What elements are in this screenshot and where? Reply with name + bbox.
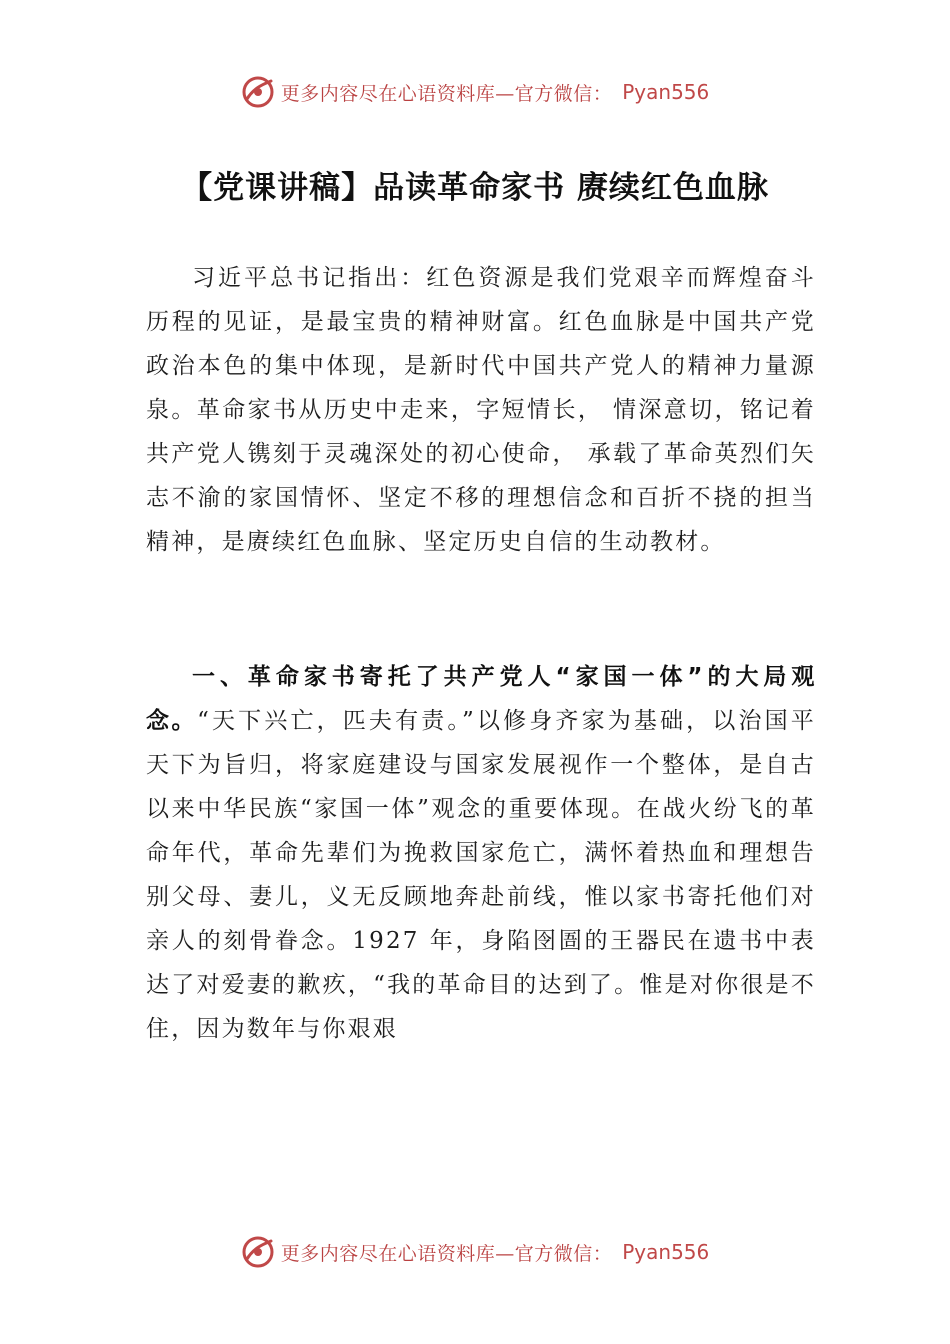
header-wechat-id: Pyan556 [622, 80, 710, 104]
footer-banner-text: 更多内容尽在心语资料库—官方微信： [280, 1242, 613, 1265]
brand-logo-icon [241, 75, 275, 109]
brand-logo-icon [241, 1235, 275, 1269]
intro-paragraph: 习近平总书记指出：红色资源是我们党艰辛而辉煌奋斗历程的见证，是最宝贵的精神财富。红色血脉是中国共产党政治本色的集中体现，是新时代中国共产党人的精神力量源泉。革命家书从历史中走来，字短情长， 情深意切，铭记着共产党人镌刻于灵魂深处的初心使命， 承载了革命英烈们矢志不渝的家国情怀、坚定不移的理想信念和百折不挠的担当精神，是赓续红色血脉、坚定历史自信的生动教材。 [146, 265, 816, 555]
document-title: 【党课讲稿】品读革命家书 赓续红色血脉 [181, 170, 769, 206]
section-1-body: “天下兴亡，匹夫有责。”以修身齐家为基础，以治国平天下为旨归，将家庭建设与国家发展视作一个整体，是自古以来中华民族“家国一体”观念的重要体现。在战火纷飞的革命年代，革命先辈们为挽救国家危亡，满怀着热血和理想告别父母、妻儿，义无反顾地奔赴前线，惟以家书寄托他们对亲人的刻骨眷念。1927 年，身陷囹圄的王器民在遗书中表达了对爱妻的歉疚，“我的革命目的达到了。惟是对你很是不住，因为数年与你艰艰 [146, 708, 816, 1042]
section-1-paragraph [146, 655, 816, 1051]
footer-wechat-id: Pyan556 [622, 1240, 710, 1264]
header-banner [0, 72, 950, 112]
footer-banner [0, 1232, 950, 1272]
section-1-heading: 一、革命家书寄托了共产党人“家国一体”的大局观念。 [146, 664, 816, 734]
header-banner-text: 更多内容尽在心语资料库—官方微信： [280, 82, 613, 105]
